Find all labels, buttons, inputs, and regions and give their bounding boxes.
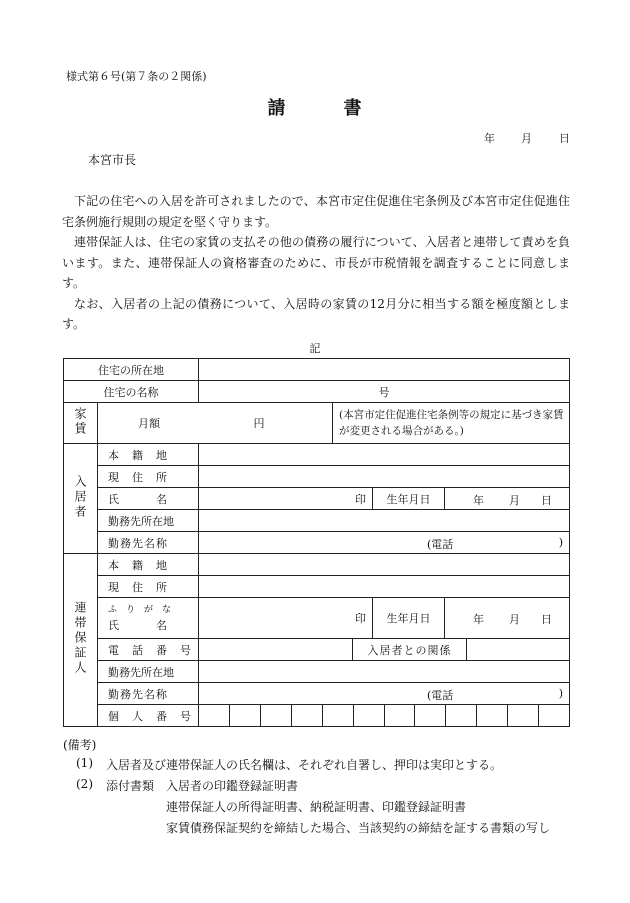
guarantor-relationship-label: 入居者との関係 xyxy=(353,639,467,661)
tenant-seal-mark: 印 xyxy=(355,492,366,506)
guarantor-phone-label: 電 話 番 号 xyxy=(98,639,199,661)
guarantor-personal-number-label: 個 人 番 号 xyxy=(98,705,199,727)
tenant-workplace-name-field[interactable] xyxy=(199,532,570,554)
tenant-workplace-name-label: 勤務先名称 xyxy=(98,532,199,554)
attachment-3: 家賃債務保証契約を締結した場合、当該契約の締結を証する書類の写し xyxy=(166,821,551,835)
guarantor-workplace-name-label: 勤務先名称 xyxy=(98,683,199,705)
guarantor-birth-day: 日 xyxy=(541,613,552,626)
guarantor-name-text: 氏 名 xyxy=(108,619,168,632)
personal-number-digit-box[interactable] xyxy=(384,705,415,726)
attachment-2: 連帯保証人の所得証明書、納税証明書、印鑑登録証明書 xyxy=(166,800,467,814)
guarantor-seal-mark: 印 xyxy=(355,612,366,625)
rent-note: (本宮市定住促進住宅条例等の規定に基づき家賃が変更される場合がある。) xyxy=(333,403,570,444)
housing-location-label: 住宅の所在地 xyxy=(64,359,199,381)
tenant-birth-month: 月 xyxy=(509,494,520,507)
tenant-workplace-address-field[interactable] xyxy=(199,510,570,532)
guarantor-phone-open: (電話 xyxy=(427,689,454,702)
personal-number-digit-box[interactable] xyxy=(322,705,353,726)
guarantor-birth-year: 年 xyxy=(473,613,484,626)
personal-number-digit-box[interactable] xyxy=(476,705,507,726)
guarantor-domicile-field[interactable] xyxy=(199,554,570,576)
tenant-birth-day: 日 xyxy=(541,494,552,507)
remark-1-text: 入居者及び連帯保証人の氏名欄は、それぞれ自署し、押印は実印とする。 xyxy=(106,758,503,772)
guarantor-furigana-label: ふ り が な xyxy=(108,605,172,615)
personal-number-digit-box[interactable] xyxy=(260,705,291,726)
tenant-name-field[interactable] xyxy=(199,488,373,510)
guarantor-birth-label: 生年月日 xyxy=(373,598,445,639)
housing-location-field[interactable] xyxy=(199,359,570,381)
date-day-label: 日 xyxy=(559,132,570,145)
tenant-birth-year: 年 xyxy=(473,494,484,507)
tenant-domicile-field[interactable] xyxy=(199,444,570,466)
guarantor-workplace-name-field[interactable] xyxy=(199,683,570,705)
guarantor-workplace-address-field[interactable] xyxy=(199,661,570,683)
rent-group-label: 家賃 xyxy=(64,403,98,444)
addressee: 本宮市長 xyxy=(88,153,137,167)
guarantor-name-label xyxy=(98,598,199,639)
tenant-workplace-address-label: 勤務先所在地 xyxy=(98,510,199,532)
remark-2-label: 添付書類 xyxy=(106,779,155,793)
remark-1-number: (1) xyxy=(76,756,93,770)
guarantor-birth-field[interactable] xyxy=(445,598,570,639)
document-title: 請 書 xyxy=(267,98,363,119)
guarantor-name-field[interactable] xyxy=(199,598,373,639)
guarantor-address-field[interactable] xyxy=(199,576,570,598)
paragraph-2: 連帯保証人は、住宅の家賃の支払その他の債務の履行について、入居者と連帯して責めを負います。また、連帯保証人の資格審査のために、市長が市税情報を調査することに同意します。 xyxy=(62,235,570,290)
personal-number-boxes xyxy=(199,705,569,726)
rent-monthly-label: 月額 xyxy=(138,417,160,430)
paragraph-1: 下記の住宅への入居を許可されましたので、本宮市定住促進住宅条例及び本宮市定住促進住宅条例施行規則の規定を堅く守ります。 xyxy=(62,194,570,229)
guarantor-birth-month: 月 xyxy=(509,613,520,626)
tenant-phone-close: ) xyxy=(558,536,564,549)
personal-number-digit-box[interactable] xyxy=(414,705,445,726)
rent-yen-label: 円 xyxy=(253,417,265,430)
personal-number-digit-box[interactable] xyxy=(445,705,476,726)
guarantor-group-label: 連帯保証人 xyxy=(64,554,98,727)
personal-number-digit-box[interactable] xyxy=(538,705,569,726)
guarantor-domicile-label: 本 籍 地 xyxy=(98,554,199,576)
personal-number-digit-box[interactable] xyxy=(229,705,260,726)
rent-monthly-field[interactable] xyxy=(98,403,333,444)
personal-number-digit-box[interactable] xyxy=(507,705,538,726)
tenant-domicile-label: 本 籍 地 xyxy=(98,444,199,466)
guarantor-personal-number-field[interactable] xyxy=(199,705,570,727)
tenant-address-label: 現 住 所 xyxy=(98,466,199,488)
remark-2-number: (2) xyxy=(76,777,93,791)
date-year-label: 年 xyxy=(484,132,495,145)
tenant-name-label: 氏 名 xyxy=(98,488,199,510)
guarantor-address-label: 現 住 所 xyxy=(98,576,199,598)
paragraph-3: なお、入居者の上記の債務について、入居時の家賃の12月分に相当する額を極度額とします。 xyxy=(62,296,570,331)
personal-number-digit-box[interactable] xyxy=(353,705,384,726)
personal-number-digit-box[interactable] xyxy=(199,705,229,726)
number-suffix: 号 xyxy=(378,385,390,399)
application-table xyxy=(63,358,570,727)
tenant-phone-open: (電話 xyxy=(427,538,454,551)
guarantor-phone-field[interactable] xyxy=(199,639,353,661)
tenant-address-field[interactable] xyxy=(199,466,570,488)
guarantor-phone-close: ) xyxy=(558,687,564,700)
housing-name-field[interactable] xyxy=(199,381,570,403)
form-number: 様式第６号(第７条の２関係) xyxy=(66,70,207,83)
personal-number-digit-box[interactable] xyxy=(291,705,322,726)
guarantor-relationship-field[interactable] xyxy=(467,639,570,661)
ki-label: 記 xyxy=(309,342,321,355)
guarantor-workplace-address-label: 勤務先所在地 xyxy=(98,661,199,683)
body-text xyxy=(62,191,570,335)
tenant-birth-label: 生年月日 xyxy=(373,488,445,510)
tenant-group-label: 入居者 xyxy=(64,444,98,554)
remarks-heading: (備考) xyxy=(63,738,97,752)
attachment-1: 入居者の印鑑登録証明書 xyxy=(166,779,299,793)
date-month-label: 月 xyxy=(521,132,532,145)
tenant-birth-field[interactable] xyxy=(445,488,570,510)
housing-name-label: 住宅の名称 xyxy=(64,381,199,403)
